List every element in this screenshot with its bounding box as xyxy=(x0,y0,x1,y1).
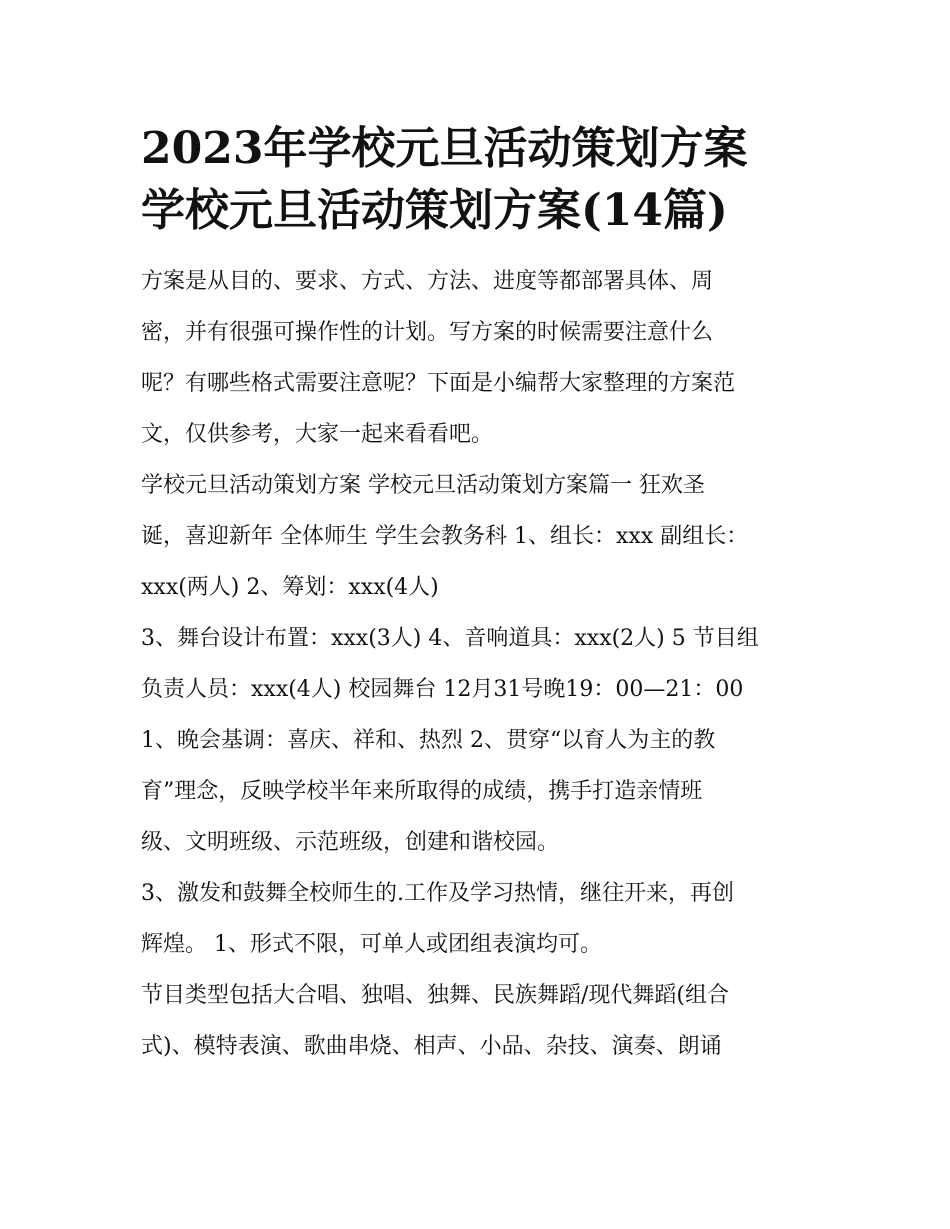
text-line: 1、晚会基调：喜庆、祥和、热烈 2、贯穿“以育人为主的教 xyxy=(141,728,716,753)
title-line-1: 2023年学校元旦活动策划方案 xyxy=(141,123,748,174)
text-line: 密，并有很强可操作性的计划。写方案的时候需要注意什么 xyxy=(141,320,714,345)
text-line: 负责人员：xxx(4人) 校园舞台 12月31号晚19：00—21：00 xyxy=(141,677,744,702)
text-line: xxx(两人) 2、筹划：xxx(4人) xyxy=(141,575,439,600)
paragraph-theme xyxy=(141,715,821,868)
text-line: 辉煌。 1、形式不限，可单人或团组表演均可。 xyxy=(141,932,602,957)
paragraph-program-types xyxy=(141,970,821,1072)
text-line: 方案是从目的、要求、方式、方法、进度等都部署具体、周 xyxy=(141,269,714,294)
document-content xyxy=(141,118,821,1072)
title-line-2: 学校元旦活动策划方案(14篇) xyxy=(141,185,728,236)
paragraph-intro xyxy=(141,256,821,460)
paragraph-goals xyxy=(141,868,821,970)
text-line: 育”理念，反映学校半年来所取得的成绩，携手打造亲情班 xyxy=(141,779,703,804)
text-line: 级、文明班级、示范班级，创建和谐校园。 xyxy=(141,830,560,855)
text-line: 3、激发和鼓舞全校师生的.工作及学习热情，继往开来，再创 xyxy=(141,881,734,906)
text-line: 式)、模特表演、歌曲串烧、相声、小品、杂技、演奏、朗诵 xyxy=(141,1034,722,1059)
text-line: 呢？有哪些格式需要注意呢？下面是小编帮大家整理的方案范 xyxy=(141,371,736,396)
text-line: 学校元旦活动策划方案 学校元旦活动策划方案篇一 狂欢圣 xyxy=(141,473,705,498)
text-line: 3、舞台设计布置：xxx(3人) 4、音响道具：xxx(2人) 5 节目组 xyxy=(141,626,759,651)
paragraph-staffing xyxy=(141,613,821,715)
paragraph-organization xyxy=(141,460,821,613)
text-line: 诞，喜迎新年 全体师生 学生会教务科 1、组长：xxx 副组长： xyxy=(141,524,749,549)
text-line: 文，仅供参考，大家一起来看看吧。 xyxy=(141,422,494,447)
document-title xyxy=(141,118,821,242)
text-line: 节目类型包括大合唱、独唱、独舞、民族舞蹈/现代舞蹈(组合 xyxy=(141,983,729,1008)
